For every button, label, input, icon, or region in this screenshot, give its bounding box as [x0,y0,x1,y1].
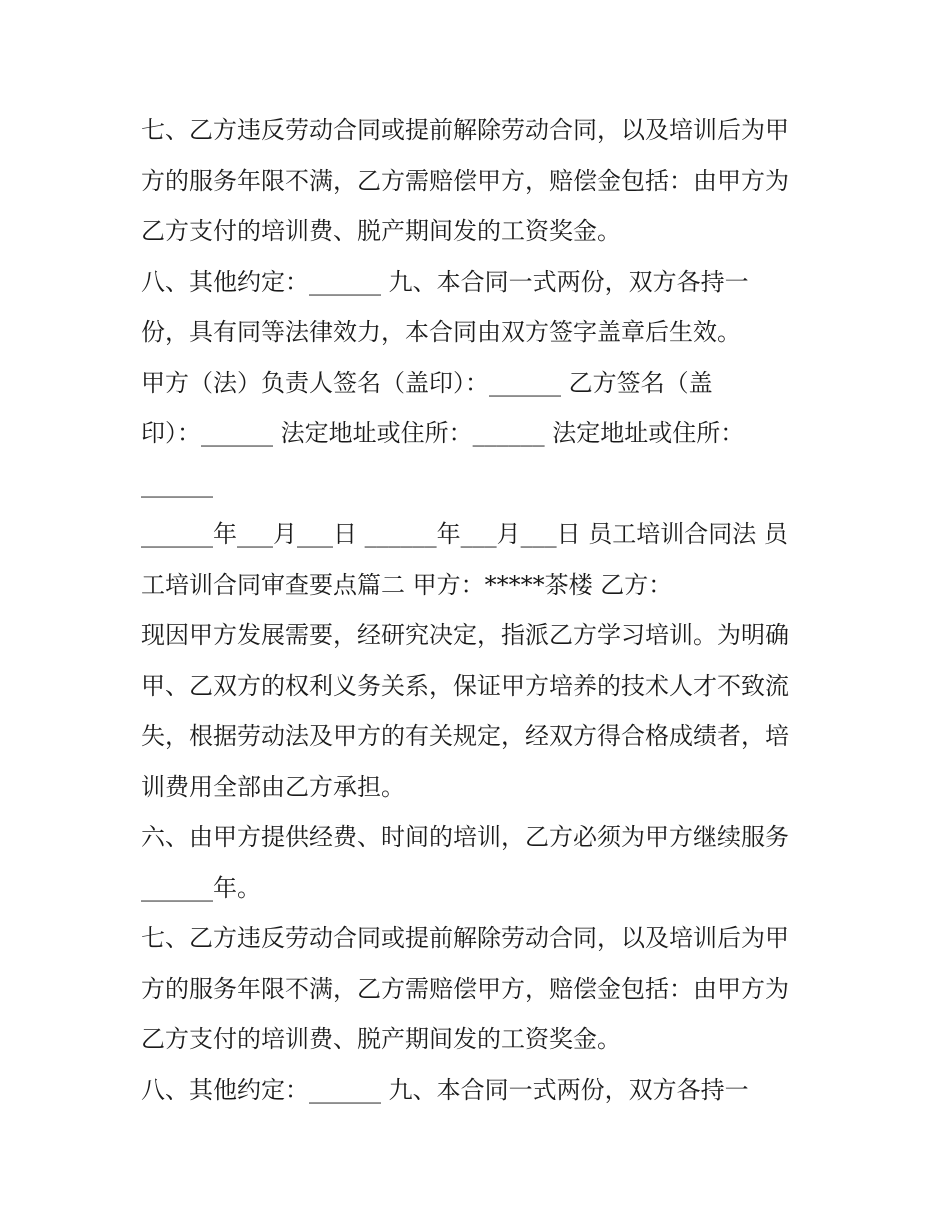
text-line-18: 方的服务年限不满，乙方需赔偿甲方，赔偿金包括：由甲方为 [141,974,789,1003]
text-line-11: 现因甲方发展需要，经研究决定，指派乙方学习培训。为明确 [141,621,789,649]
text-line-3: 乙方支付的培训费、脱产期间发的工资奖金。 [141,217,621,245]
text-line-13: 失，根据劳动法及甲方的有关规定，经双方得合格成绩者，培 [141,722,789,750]
text-line-10: 工培训合同审查要点篇二 甲方：*****茶楼 乙方： [141,570,673,599]
text-line-8: ______ [141,469,213,498]
text-line-19: 乙方支付的培训费、脱产期间发的工资奖金。 [141,1025,621,1053]
document-body [141,105,821,1115]
text-line-12: 甲、乙双方的权利义务关系，保证甲方培养的技术人才不致流 [141,671,789,700]
text-line-5: 份，具有同等法律效力，本合同由双方签字盖章后生效。 [141,318,741,346]
text-line-17: 七、乙方违反劳动合同或提前解除劳动合同，以及培训后为甲 [141,924,789,952]
text-line-4: 八、其他约定：______ 九、本合同一式两份，双方各持一 [141,267,749,296]
text-line-6: 甲方（法）负责人签名（盖印）：______ 乙方签名（盖 [141,368,713,397]
text-line-7: 印）：______ 法定地址或住所：______ 法定地址或住所： [141,419,745,447]
text-line-20: 八、其他约定：______ 九、本合同一式两份，双方各持一 [141,1075,749,1104]
text-line-15: 六、由甲方提供经费、时间的培训，乙方必须为甲方继续服务 [141,823,789,851]
text-line-1: 七、乙方违反劳动合同或提前解除劳动合同，以及培训后为甲 [141,116,789,144]
text-line-9: ______年___月___日 ______年___月___日 员工培训合同法 员 [141,520,788,548]
text-line-16: ______年。 [141,873,261,902]
text-line-14: 训费用全部由乙方承担。 [141,772,405,801]
text-line-2: 方的服务年限不满，乙方需赔偿甲方，赔偿金包括：由甲方为 [141,166,789,195]
